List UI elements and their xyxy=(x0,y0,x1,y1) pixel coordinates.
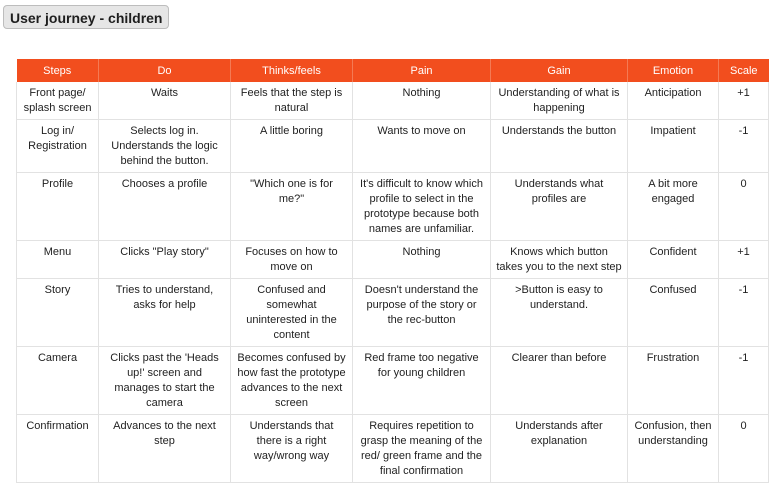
cell-step: Profile xyxy=(17,173,99,241)
column-header-steps: Steps xyxy=(17,59,99,82)
cell-gain: Understanding of what is happening xyxy=(491,82,628,120)
cell-gain: >Button is easy to understand. xyxy=(491,279,628,347)
cell-emotion: Impatient xyxy=(628,120,719,173)
cell-gain: Understands the button xyxy=(491,120,628,173)
cell-emotion: Confused xyxy=(628,279,719,347)
cell-scale: +1 xyxy=(719,241,769,279)
cell-step: Front page/ splash screen xyxy=(17,82,99,120)
cell-emotion: Confident xyxy=(628,241,719,279)
cell-step: Story xyxy=(17,279,99,347)
user-journey-table xyxy=(16,59,769,483)
cell-scale: 0 xyxy=(719,415,769,483)
cell-gain: Clearer than before xyxy=(491,347,628,415)
cell-do: Selects log in. Understands the logic behind the button. xyxy=(99,120,231,173)
cell-thinks-feels: A little boring xyxy=(231,120,353,173)
cell-scale: -1 xyxy=(719,120,769,173)
cell-gain: Understands what profiles are xyxy=(491,173,628,241)
column-header-thinks-feels: Thinks/feels xyxy=(231,59,353,82)
table-row xyxy=(17,82,769,120)
frame-title[interactable]: User journey - children xyxy=(3,5,169,29)
table-row xyxy=(17,347,769,415)
cell-emotion: Anticipation xyxy=(628,82,719,120)
cell-pain: Nothing xyxy=(353,241,491,279)
cell-pain: Red frame too negative for young children xyxy=(353,347,491,415)
column-header-do: Do xyxy=(99,59,231,82)
cell-thinks-feels: Focuses on how to move on xyxy=(231,241,353,279)
cell-scale: +1 xyxy=(719,82,769,120)
cell-gain: Knows which button takes you to the next step xyxy=(491,241,628,279)
cell-emotion: A bit more engaged xyxy=(628,173,719,241)
cell-thinks-feels: "Which one is for me?" xyxy=(231,173,353,241)
cell-do: Clicks past the 'Heads up!' screen and manages to start the camera xyxy=(99,347,231,415)
cell-thinks-feels: Confused and somewhat uninterested in the content xyxy=(231,279,353,347)
cell-thinks-feels: Feels that the step is natural xyxy=(231,82,353,120)
table-row xyxy=(17,173,769,241)
cell-scale: 0 xyxy=(719,173,769,241)
table-row xyxy=(17,120,769,173)
cell-scale: -1 xyxy=(719,279,769,347)
cell-pain: Requires repetition to grasp the meaning of the red/ green frame and the final confirmation xyxy=(353,415,491,483)
cell-do: Advances to the next step xyxy=(99,415,231,483)
table-row xyxy=(17,279,769,347)
cell-pain: Wants to move on xyxy=(353,120,491,173)
cell-do: Chooses a profile xyxy=(99,173,231,241)
column-header-pain: Pain xyxy=(353,59,491,82)
cell-step: Menu xyxy=(17,241,99,279)
table-row xyxy=(17,415,769,483)
cell-do: Waits xyxy=(99,82,231,120)
cell-thinks-feels: Becomes confused by how fast the prototype advances to the next screen xyxy=(231,347,353,415)
column-header-gain: Gain xyxy=(491,59,628,82)
cell-pain: It's difficult to know which profile to select in the prototype because both names are unfamiliar. xyxy=(353,173,491,241)
table-row xyxy=(17,241,769,279)
cell-emotion: Confusion, then understanding xyxy=(628,415,719,483)
cell-scale: -1 xyxy=(719,347,769,415)
cell-emotion: Frustration xyxy=(628,347,719,415)
cell-step: Confirmation xyxy=(17,415,99,483)
cell-gain: Understands after explanation xyxy=(491,415,628,483)
cell-do: Tries to understand, asks for help xyxy=(99,279,231,347)
table-header-row xyxy=(17,59,769,82)
cell-pain: Nothing xyxy=(353,82,491,120)
cell-pain: Doesn't understand the purpose of the story or the rec-button xyxy=(353,279,491,347)
column-header-scale: Scale xyxy=(719,59,769,82)
column-header-emotion: Emotion xyxy=(628,59,719,82)
cell-step: Log in/ Registration xyxy=(17,120,99,173)
cell-do: Clicks "Play story" xyxy=(99,241,231,279)
cell-step: Camera xyxy=(17,347,99,415)
cell-thinks-feels: Understands that there is a right way/wrong way xyxy=(231,415,353,483)
